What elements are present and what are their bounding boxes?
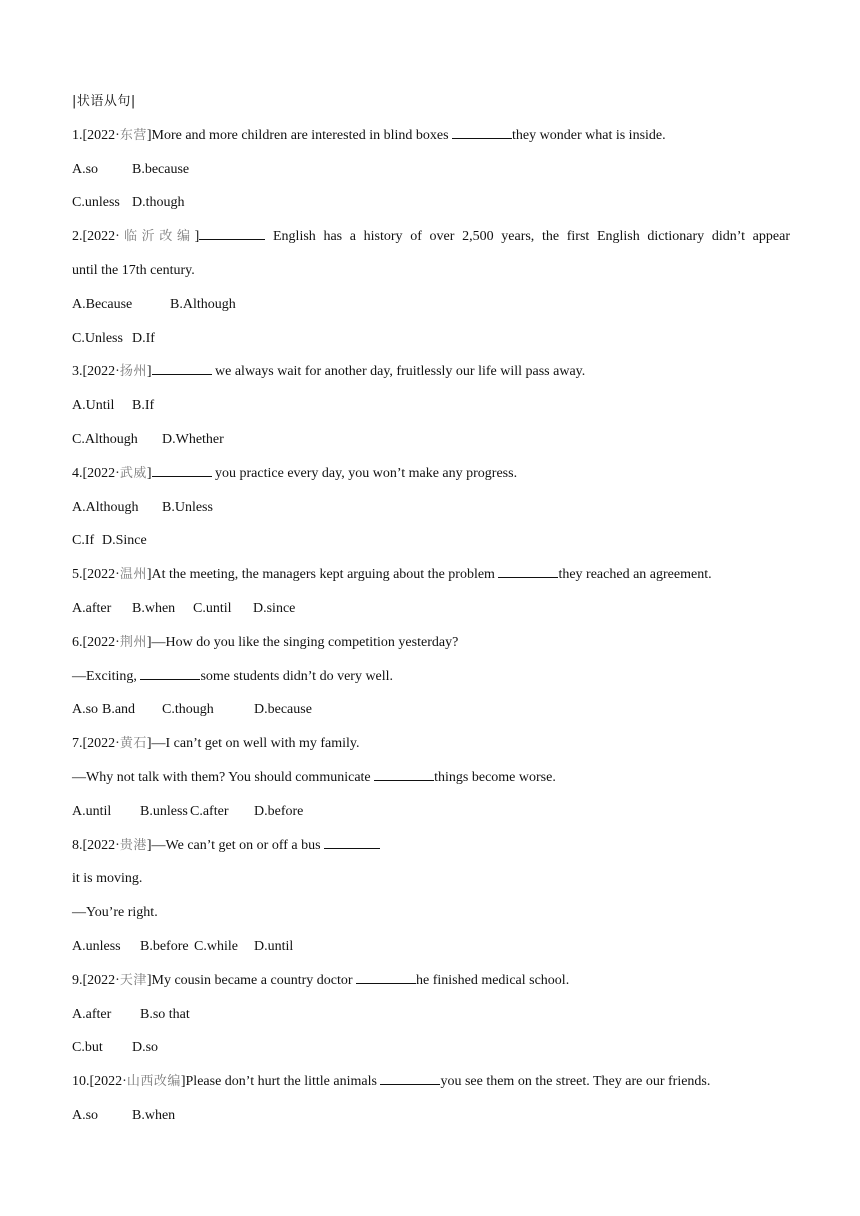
q6-source: 荆州	[119, 634, 147, 650]
q8-number: 8.[2022·	[72, 837, 120, 853]
q9-options-row-2	[72, 1038, 790, 1072]
q9-text-b: he finished medical school.	[416, 972, 570, 988]
q10-blank[interactable]	[380, 1072, 440, 1085]
q4-options-row-2	[72, 531, 790, 565]
q3-option-c[interactable]: C.Although	[72, 431, 138, 447]
q3-option-b[interactable]: B.If	[132, 398, 155, 414]
q6-option-c[interactable]: C.though	[162, 702, 214, 718]
q6-reply-b: some students didn’t do very well.	[200, 668, 394, 684]
q9-blank[interactable]	[356, 971, 416, 984]
question-5-stem	[72, 565, 790, 599]
q6-number: 6.[2022·	[72, 634, 120, 650]
question-4-stem	[72, 464, 790, 498]
q3-text-b: we always wait for another day, fruitlessly our life will pass away.	[211, 364, 586, 380]
question-10-stem	[72, 1072, 790, 1106]
q6-bracket: ]	[146, 634, 152, 650]
q4-number: 4.[2022·	[72, 465, 120, 481]
q2-option-b[interactable]: B.Although	[170, 296, 236, 312]
q7-number: 7.[2022·	[72, 736, 120, 752]
q2-stem-continued	[72, 261, 790, 295]
q10-text-b: you see them on the street. They are our friends.	[440, 1074, 711, 1090]
q8-option-a[interactable]: A.unless	[72, 938, 121, 954]
q3-options-row-1	[72, 396, 790, 430]
q4-option-a[interactable]: A.Although	[72, 499, 139, 515]
q5-options-row	[72, 599, 790, 633]
q8-text-a: —We can’t get on or off a bus	[151, 837, 325, 853]
q5-option-c[interactable]: C.until	[193, 600, 232, 616]
q6-text-a: —How do you like the singing competition yesterday?	[151, 634, 459, 650]
q6-blank[interactable]	[140, 667, 200, 680]
q4-option-c[interactable]: C.If	[72, 533, 95, 549]
q1-text-b: they wonder what is inside.	[512, 127, 666, 143]
q5-option-b[interactable]: B.when	[132, 600, 176, 616]
q5-blank[interactable]	[498, 565, 558, 578]
q2-options-row-2	[72, 329, 790, 363]
q8-stem-continued	[72, 869, 790, 903]
q5-source: 温州	[119, 567, 147, 583]
q2-option-a[interactable]: A.Because	[72, 296, 133, 312]
q5-text-a: At the meeting, the managers kept arguing about the problem	[151, 567, 499, 583]
q9-source: 天津	[119, 972, 147, 988]
q2-options-row-1	[72, 295, 790, 329]
q9-options-row-1	[72, 1005, 790, 1039]
q4-blank[interactable]	[152, 464, 212, 477]
q7-options-row	[72, 802, 790, 836]
q3-bracket: ]	[146, 364, 152, 380]
q7-text-a: —I can’t get on well with my family.	[151, 736, 360, 752]
question-3-stem	[72, 362, 790, 396]
q2-option-d[interactable]: D.If	[132, 330, 155, 346]
q9-text-a: My cousin became a country doctor	[151, 972, 357, 988]
q9-option-c[interactable]: C.but	[72, 1040, 103, 1056]
q7-reply-a: —Why not talk with them? You should communicate	[72, 769, 375, 785]
q10-options-row-1	[72, 1106, 790, 1140]
q8-reply-line	[72, 903, 790, 937]
question-8-stem	[72, 836, 790, 870]
q4-option-d[interactable]: D.Since	[102, 533, 147, 549]
q6-option-d[interactable]: D.because	[254, 702, 312, 718]
q5-option-a[interactable]: A.after	[72, 600, 112, 616]
question-9-stem	[72, 971, 790, 1005]
q3-option-d[interactable]: D.Whether	[162, 431, 224, 447]
q4-source: 武威	[119, 465, 147, 481]
q2-bracket: ]	[194, 229, 200, 245]
q10-option-b[interactable]: B.when	[132, 1107, 176, 1123]
q6-options-row	[72, 700, 790, 734]
q8-option-b[interactable]: B.before	[140, 938, 189, 954]
q3-blank[interactable]	[152, 362, 212, 375]
question-6-stem	[72, 633, 790, 667]
q9-option-d[interactable]: D.so	[132, 1040, 159, 1056]
q5-bracket: ]	[146, 567, 152, 583]
q2-number: 2.[2022·	[72, 229, 120, 245]
q1-options-row-1	[72, 160, 790, 194]
q3-source: 扬州	[119, 364, 147, 380]
worksheet-page	[72, 92, 790, 1140]
q1-option-d[interactable]: D.though	[132, 195, 185, 211]
q6-option-a[interactable]: A.so	[72, 702, 99, 718]
q9-option-b[interactable]: B.so that	[140, 1006, 190, 1022]
section-title-line	[72, 92, 790, 126]
q10-option-a[interactable]: A.so	[72, 1107, 99, 1123]
q10-source: 山西改编	[126, 1074, 181, 1090]
q8-blank[interactable]	[324, 836, 380, 849]
q1-option-b[interactable]: B.because	[132, 161, 190, 177]
q7-blank[interactable]	[374, 768, 434, 781]
q2-text-c: until the 17th century.	[72, 262, 195, 278]
question-7-stem	[72, 734, 790, 768]
q7-option-b[interactable]: B.unless	[140, 803, 188, 819]
q2-blank[interactable]	[199, 227, 265, 240]
q1-number: 1.[2022·	[72, 127, 120, 143]
question-1-stem	[72, 126, 790, 160]
q7-option-d[interactable]: D.before	[254, 803, 304, 819]
q1-option-a[interactable]: A.so	[72, 161, 99, 177]
q5-text-b: they reached an agreement.	[558, 567, 712, 583]
q1-blank[interactable]	[452, 126, 512, 139]
q9-option-a[interactable]: A.after	[72, 1006, 112, 1022]
q10-bracket: ]	[180, 1074, 186, 1090]
q5-number: 5.[2022·	[72, 567, 120, 583]
q6-reply-line	[72, 667, 790, 701]
q3-number: 3.[2022·	[72, 364, 120, 380]
q9-bracket: ]	[146, 972, 152, 988]
q9-number: 9.[2022·	[72, 972, 120, 988]
q1-source: 东营	[119, 127, 147, 143]
q5-option-d[interactable]: D.since	[253, 600, 296, 616]
q8-option-c[interactable]: C.while	[194, 938, 238, 954]
q4-option-b[interactable]: B.Unless	[162, 499, 213, 515]
q10-text-a: Please don’t hurt the little animals	[185, 1074, 381, 1090]
q7-option-c[interactable]: C.after	[190, 803, 229, 819]
q1-bracket: ]	[146, 127, 152, 143]
q6-reply-a: —Exciting,	[72, 668, 141, 684]
q7-source: 黄石	[119, 736, 147, 752]
q3-option-a[interactable]: A.Until	[72, 398, 115, 414]
q8-option-d[interactable]: D.until	[254, 938, 294, 954]
section-title: |状语从句|	[72, 94, 136, 109]
q7-option-a[interactable]: A.until	[72, 803, 112, 819]
q2-text-b: English has a history of over 2,500 years, the first English dictionary didn’t appear	[265, 229, 790, 245]
q8-options-row	[72, 937, 790, 971]
q4-text-b: you practice every day, you won’t make any progress.	[211, 465, 518, 481]
q1-options-row-2	[72, 193, 790, 227]
q1-text-a: More and more children are interested in blind boxes	[151, 127, 453, 143]
q1-option-c[interactable]: C.unless	[72, 195, 120, 211]
q10-number: 10.[2022·	[72, 1074, 127, 1090]
q4-bracket: ]	[146, 465, 152, 481]
q7-reply-b: things become worse.	[434, 769, 556, 785]
q8-bracket: ]	[146, 837, 152, 853]
q6-option-b[interactable]: B.and	[102, 702, 136, 718]
q4-options-row-1	[72, 498, 790, 532]
q2-option-c[interactable]: C.Unless	[72, 330, 123, 346]
q8-source: 贵港	[119, 837, 147, 853]
question-2-stem	[72, 227, 790, 261]
q7-bracket: ]	[146, 736, 152, 752]
q7-reply-line	[72, 768, 790, 802]
q2-source: 临沂改编	[119, 229, 195, 245]
q3-options-row-2	[72, 430, 790, 464]
q8-text-d: —You’re right.	[72, 905, 158, 921]
q8-text-c: it is moving.	[72, 871, 143, 887]
